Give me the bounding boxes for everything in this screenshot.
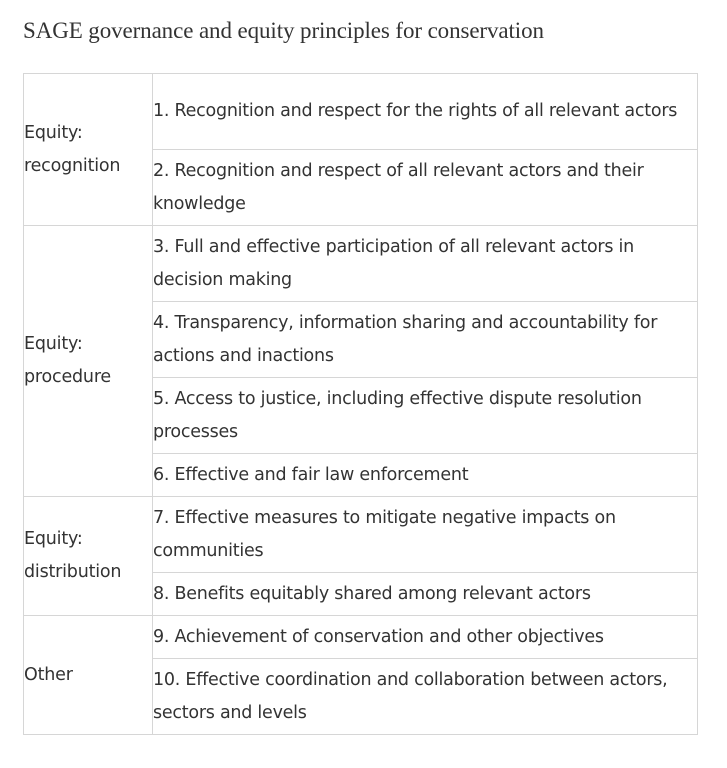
category-label: Equity: xyxy=(24,529,83,549)
table-row xyxy=(24,497,698,573)
principle-cell: 2. Recognition and respect of all relevant actors and their knowledge xyxy=(153,150,698,226)
category-cell xyxy=(24,616,153,735)
principle-cell: 6. Effective and fair law enforcement xyxy=(153,454,698,497)
table-row xyxy=(24,616,698,659)
principle-cell: 8. Benefits equitably shared among relevant actors xyxy=(153,573,698,616)
category-cell xyxy=(24,74,153,226)
principle-cell: 10. Effective coordination and collaboration between actors, sectors and levels xyxy=(153,659,698,735)
category-label: procedure xyxy=(24,367,111,387)
category-label: Equity: xyxy=(24,334,83,354)
category-label: Other xyxy=(24,664,73,685)
principles-table xyxy=(23,73,698,735)
category-cell xyxy=(24,226,153,497)
page-title: SAGE governance and equity principles for conservation xyxy=(23,18,544,43)
principle-cell: 3. Full and effective participation of all relevant actors in decision making xyxy=(153,226,698,302)
table-row xyxy=(24,74,698,150)
principle-cell: 5. Access to justice, including effective dispute resolution processes xyxy=(153,378,698,454)
category-label: recognition xyxy=(24,155,121,176)
principle-cell: 9. Achievement of conservation and other objectives xyxy=(153,616,698,659)
category-cell xyxy=(24,497,153,616)
category-label: distribution xyxy=(24,562,122,582)
principle-cell: 1. Recognition and respect for the rights of all relevant actors xyxy=(153,74,698,150)
principle-cell: 4. Transparency, information sharing and accountability for actions and inactions xyxy=(153,302,698,378)
principle-cell: 7. Effective measures to mitigate negative impacts on communities xyxy=(153,497,698,573)
table-row xyxy=(24,226,698,302)
category-label: Equity: xyxy=(24,122,83,143)
